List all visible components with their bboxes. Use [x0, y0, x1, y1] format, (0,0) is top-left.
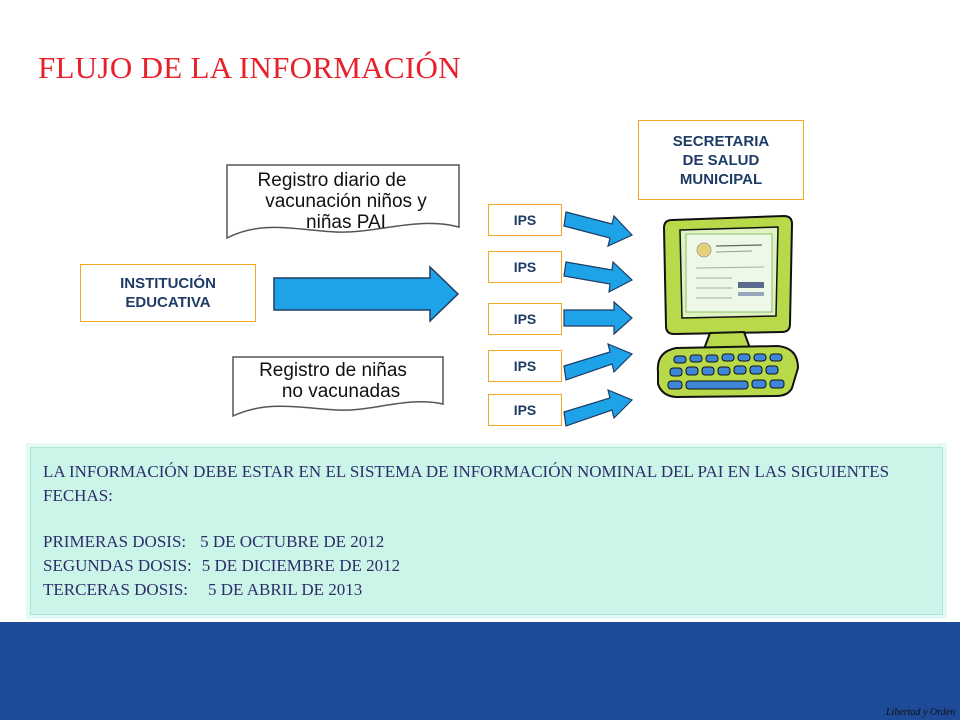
dose-row	[43, 554, 930, 578]
secretaria-line-2: DE SALUD	[682, 151, 760, 169]
document-registro-diario	[226, 164, 460, 244]
doc2-line-2: no vacunadas	[281, 381, 401, 402]
doc1-line-1: Registro diario de	[257, 170, 407, 191]
institucion-line-1: INSTITUCIÓN	[120, 275, 216, 292]
computer-icon	[652, 212, 802, 402]
dose-date: 5 DE ABRIL DE 2013	[208, 580, 363, 599]
dose-date: 5 DE DICIEMBRE DE 2012	[201, 556, 401, 575]
ips-box: IPS	[488, 303, 562, 335]
arrow-ips-1	[564, 212, 632, 246]
doc1-line-2: vacunación niños y	[265, 191, 427, 212]
info-spacer	[43, 508, 930, 530]
dose-date: 5 DE OCTUBRE DE 2012	[200, 532, 385, 551]
dose-label: PRIMERAS DOSIS:	[43, 532, 187, 551]
institucion-box	[80, 264, 256, 322]
arrow-ips-4	[564, 344, 632, 380]
dose-label: TERCERAS DOSIS:	[43, 580, 188, 599]
arrow-ips-5	[564, 390, 632, 426]
arrow-ips-2	[564, 262, 632, 292]
document-registro-ninas	[232, 356, 444, 420]
arrow-ips-3	[564, 302, 632, 334]
ips-box: IPS	[488, 350, 562, 382]
ips-box: IPS	[488, 251, 562, 283]
ips-box: IPS	[488, 394, 562, 426]
doc1-line-3: niñas PAI	[306, 212, 386, 233]
institucion-line-2: EDUCATIVA	[125, 294, 211, 311]
info-box	[30, 447, 943, 615]
secretaria-line-3: MUNICIPAL	[679, 170, 763, 188]
secretaria-line-1: SECRETARIA	[672, 132, 770, 150]
dose-label: SEGUNDAS DOSIS:	[43, 556, 192, 575]
page-title: FLUJO DE LA INFORMACIÓN	[38, 50, 461, 85]
secretaria-box	[638, 120, 804, 200]
dose-row	[43, 578, 930, 602]
ips-box: IPS	[488, 204, 562, 236]
arrow-institucion-to-ips	[272, 264, 462, 324]
coat-of-arms-motto: Libertad y Orden	[886, 707, 956, 718]
dose-row	[43, 530, 930, 554]
ips-arrows	[562, 198, 642, 428]
info-heading: LA INFORMACIÓN DEBE ESTAR EN EL SISTEMA DE INFORMACIÓN NOMINAL DEL PAI EN LAS SIGUIENTES FECHAS:	[43, 462, 890, 505]
doc2-line-1: Registro de niñas	[259, 360, 407, 381]
